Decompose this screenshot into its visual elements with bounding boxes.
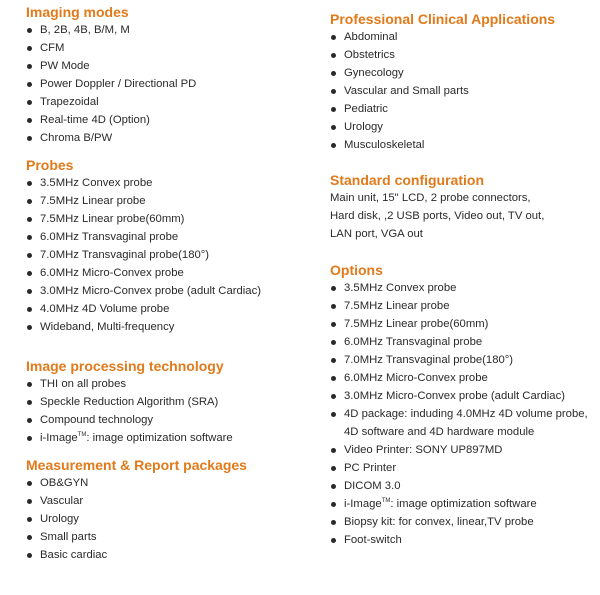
- list-item: Wideband, Multi-frequency: [26, 318, 316, 336]
- iimage-name: i-Image: [344, 498, 382, 510]
- image-processing-section: [26, 357, 316, 447]
- trademark-mark: TM: [381, 498, 391, 504]
- list-item: CFM: [26, 39, 316, 57]
- list-item: Pediatric: [330, 100, 598, 118]
- list-item: 6.0MHz Transvaginal probe: [330, 333, 598, 351]
- imaging-modes-section: [26, 3, 316, 147]
- iimage-description: : image optimization software: [86, 432, 233, 444]
- iimage-name: i-Image: [40, 432, 78, 444]
- list-item: Biopsy kit: for convex, linear,TV probe: [330, 513, 598, 531]
- list-item: [26, 429, 316, 447]
- list-item: PW Mode: [26, 57, 316, 75]
- list-item: 7.5MHz Linear probe: [330, 297, 598, 315]
- standard-config-line: Main unit, 15" LCD, 2 probe connectors,: [330, 192, 531, 204]
- list-item: Compound technology: [26, 411, 316, 429]
- list-item: Power Doppler / Directional PD: [26, 75, 316, 93]
- measurement-heading: Measurement & Report packages: [26, 457, 247, 473]
- clinical-section: [330, 10, 598, 154]
- clinical-list: [330, 28, 598, 154]
- list-item: Abdominal: [330, 28, 598, 46]
- probes-heading: Probes: [26, 157, 74, 173]
- list-item-continuation: 4D software and 4D hardware module: [344, 426, 535, 438]
- image-processing-list: [26, 375, 316, 447]
- probes-list: [26, 174, 316, 336]
- list-item: 6.0MHz Micro-Convex probe: [26, 264, 316, 282]
- standard-config-heading: Standard configuration: [330, 172, 484, 188]
- standard-config-line: Hard disk, ,2 USB ports, Video out, TV out,: [330, 210, 545, 222]
- list-item: Video Printer: SONY UP897MD: [330, 441, 598, 459]
- list-item: 4.0MHz 4D Volume probe: [26, 300, 316, 318]
- options-list: [330, 279, 598, 549]
- list-item: 3.0MHz Micro-Convex probe (adult Cardiac): [26, 282, 316, 300]
- list-item: 4D package: induding 4.0MHz 4D volume probe,: [330, 405, 598, 423]
- list-item: 7.0MHz Transvaginal probe(180°): [330, 351, 598, 369]
- list-item: DICOM 3.0: [330, 477, 598, 495]
- list-item: Obstetrics: [330, 46, 598, 64]
- list-item: Urology: [26, 510, 316, 528]
- iimage-description: : image optimization software: [390, 498, 537, 510]
- list-item: Vascular: [26, 492, 316, 510]
- standard-config-section: [330, 171, 598, 243]
- list-item: 3.5MHz Convex probe: [330, 279, 598, 297]
- list-item: Basic cardiac: [26, 546, 316, 564]
- list-item: Foot-switch: [330, 531, 598, 549]
- options-section: [330, 261, 598, 549]
- options-heading: Options: [330, 262, 383, 278]
- list-item: Speckle Reduction Algorithm (SRA): [26, 393, 316, 411]
- image-processing-heading: Image processing technology: [26, 358, 224, 374]
- measurement-section: [26, 456, 316, 564]
- list-item: 6.0MHz Transvaginal probe: [26, 228, 316, 246]
- list-item: 3.0MHz Micro-Convex probe (adult Cardiac): [330, 387, 598, 405]
- probes-section: [26, 156, 316, 336]
- list-item: Trapezoidal: [26, 93, 316, 111]
- list-item: 7.5MHz Linear probe: [26, 192, 316, 210]
- list-item: Vascular and Small parts: [330, 82, 598, 100]
- list-item: Musculoskeletal: [330, 136, 598, 154]
- list-item: Urology: [330, 118, 598, 136]
- list-item: Real-time 4D (Option): [26, 111, 316, 129]
- list-item: B, 2B, 4B, B/M, M: [26, 21, 316, 39]
- trademark-mark: TM: [77, 432, 87, 438]
- list-item: Chroma B/PW: [26, 129, 316, 147]
- standard-config-line: LAN port, VGA out: [330, 228, 423, 240]
- imaging-modes-heading: Imaging modes: [26, 4, 129, 20]
- list-item: Gynecology: [330, 64, 598, 82]
- list-item: 7.0MHz Transvaginal probe(180°): [26, 246, 316, 264]
- clinical-heading: Professional Clinical Applications: [330, 11, 556, 27]
- list-item: 7.5MHz Linear probe(60mm): [26, 210, 316, 228]
- measurement-list: [26, 474, 316, 564]
- imaging-modes-list: [26, 21, 316, 147]
- list-item: [330, 495, 598, 513]
- list-item: 6.0MHz Micro-Convex probe: [330, 369, 598, 387]
- list-item: Small parts: [26, 528, 316, 546]
- list-item: 3.5MHz Convex probe: [26, 174, 316, 192]
- list-item: OB&GYN: [26, 474, 316, 492]
- list-item: THI on all probes: [26, 375, 316, 393]
- list-item: 7.5MHz Linear probe(60mm): [330, 315, 598, 333]
- list-item: PC Printer: [330, 459, 598, 477]
